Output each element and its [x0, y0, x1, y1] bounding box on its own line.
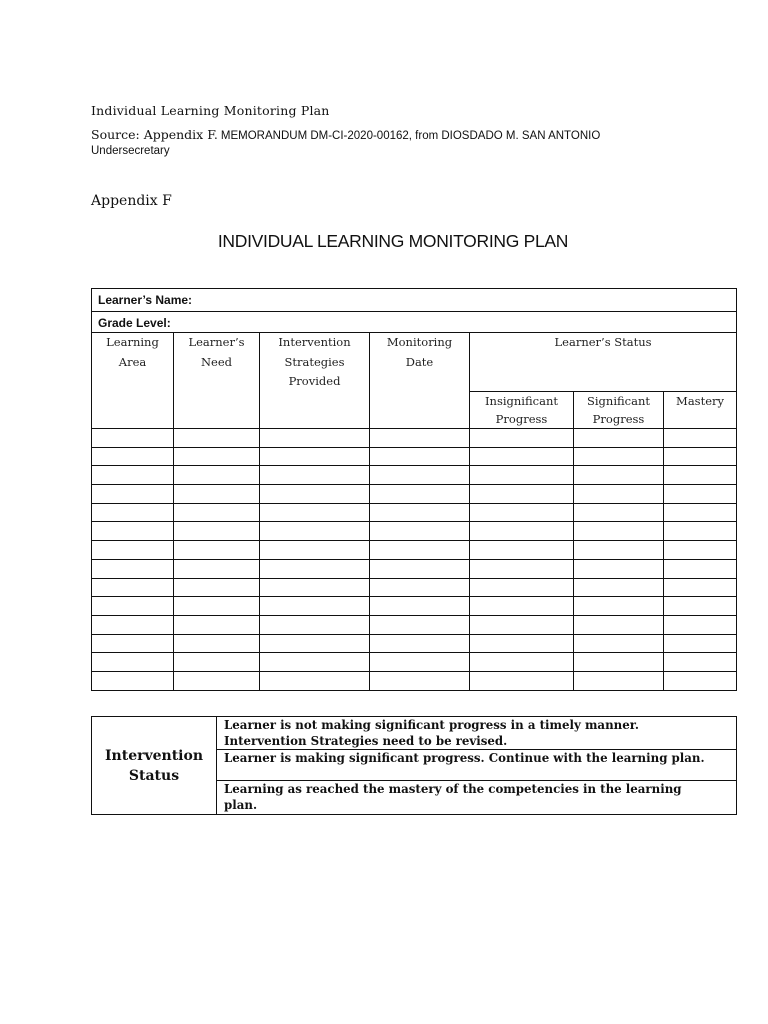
source-label: Source: Appendix F. — [91, 127, 218, 142]
table-cell[interactable] — [370, 503, 470, 522]
table-cell[interactable] — [92, 634, 174, 653]
table-cell[interactable] — [174, 597, 260, 616]
table-cell[interactable] — [174, 541, 260, 560]
table-cell[interactable] — [260, 597, 370, 616]
table-cell[interactable] — [470, 615, 574, 634]
table-cell[interactable] — [470, 653, 574, 672]
col-monitoring-l1: Monitoring — [386, 335, 453, 349]
table-cell[interactable] — [470, 578, 574, 597]
table-cell[interactable] — [370, 671, 470, 690]
table-cell[interactable] — [174, 578, 260, 597]
table-cell[interactable] — [470, 485, 574, 504]
document-title: Individual Learning Monitoring Plan — [91, 103, 330, 118]
table-cell[interactable] — [260, 447, 370, 466]
table-cell[interactable] — [470, 466, 574, 485]
table-cell[interactable] — [92, 503, 174, 522]
table-cell[interactable] — [574, 485, 664, 504]
table-cell[interactable] — [174, 671, 260, 690]
col-learning-area-l2: Area — [118, 354, 147, 369]
table-cell[interactable] — [92, 578, 174, 597]
col-learners-need — [174, 333, 260, 429]
table-cell[interactable] — [260, 671, 370, 690]
table-cell[interactable] — [174, 485, 260, 504]
col-intervention — [260, 333, 370, 429]
table-cell[interactable] — [92, 597, 174, 616]
table-cell[interactable] — [370, 522, 470, 541]
col-insignificant-l2: Progress — [495, 411, 548, 426]
table-cell[interactable] — [574, 429, 664, 448]
col-status-label: Learner’s Status — [554, 335, 652, 349]
table-cell[interactable] — [664, 634, 737, 653]
table-cell[interactable] — [574, 541, 664, 560]
table-cell[interactable] — [470, 429, 574, 448]
table-cell[interactable] — [92, 466, 174, 485]
status-item-3-l1: Learning as reached the mastery of the competencies in the learning — [224, 782, 682, 796]
table-cell[interactable] — [574, 653, 664, 672]
appendix-label: Appendix F — [91, 193, 172, 209]
table-cell[interactable] — [574, 559, 664, 578]
status-item-not-significant — [217, 717, 737, 750]
table-cell[interactable] — [174, 466, 260, 485]
col-monitoring-l2: Date — [405, 354, 434, 369]
table-cell[interactable] — [370, 429, 470, 448]
col-intervention-l3: Provided — [288, 374, 341, 388]
table-cell[interactable] — [92, 559, 174, 578]
table-cell[interactable] — [260, 466, 370, 485]
table-row — [92, 634, 737, 653]
table-row — [92, 541, 737, 560]
table-cell[interactable] — [92, 653, 174, 672]
table-cell[interactable] — [664, 597, 737, 616]
status-item-1-l1: Learner is not making significant progress in a timely manner. — [224, 718, 639, 732]
table-row — [92, 522, 737, 541]
table-row — [92, 503, 737, 522]
source-role: Undersecretary — [91, 145, 170, 157]
table-cell[interactable] — [664, 485, 737, 504]
status-item-2-l1: Learner is making significant progress. Continue with the learning plan. — [224, 751, 705, 765]
table-cell[interactable] — [574, 522, 664, 541]
table-cell[interactable] — [664, 541, 737, 560]
table-cell[interactable] — [574, 671, 664, 690]
table-cell[interactable] — [260, 615, 370, 634]
table-cell[interactable] — [470, 671, 574, 690]
status-item-significant — [217, 750, 737, 781]
col-mastery-label: Mastery — [676, 394, 725, 408]
col-learning-area-l1: Learning — [106, 335, 159, 349]
table-cell[interactable] — [92, 522, 174, 541]
status-item-mastery — [217, 781, 737, 815]
table-cell[interactable] — [174, 503, 260, 522]
table-cell[interactable] — [574, 503, 664, 522]
table-cell[interactable] — [664, 653, 737, 672]
table-cell[interactable] — [370, 615, 470, 634]
table-cell[interactable] — [260, 634, 370, 653]
table-cell[interactable] — [260, 578, 370, 597]
table-cell[interactable] — [174, 522, 260, 541]
table-cell[interactable] — [664, 559, 737, 578]
table-cell[interactable] — [470, 503, 574, 522]
table-row — [92, 429, 737, 448]
col-significant — [574, 392, 664, 429]
table-cell[interactable] — [370, 466, 470, 485]
intervention-status-table — [91, 716, 737, 815]
table-row — [92, 466, 737, 485]
table-cell[interactable] — [174, 447, 260, 466]
table-cell[interactable] — [370, 541, 470, 560]
table-cell[interactable] — [92, 671, 174, 690]
col-mastery — [664, 392, 737, 429]
table-cell[interactable] — [574, 466, 664, 485]
col-intervention-l2: Strategies — [284, 354, 345, 369]
table-cell[interactable] — [470, 522, 574, 541]
table-row — [92, 597, 737, 616]
monitoring-plan-table — [91, 288, 737, 691]
source-memo: MEMORANDUM DM-CI-2020-00162, from DIOSDADO M. SAN ANTONIO — [220, 130, 601, 142]
table-cell[interactable] — [370, 485, 470, 504]
intervention-label-l1: Intervention — [105, 747, 203, 764]
table-cell[interactable] — [574, 597, 664, 616]
table-row — [92, 559, 737, 578]
table-cell[interactable] — [260, 429, 370, 448]
status-item-1-l2: Intervention Strategies need to be revised. — [224, 734, 508, 748]
col-monitoring-date — [370, 333, 470, 429]
table-cell[interactable] — [370, 447, 470, 466]
table-cell[interactable] — [574, 578, 664, 597]
table-cell[interactable] — [370, 653, 470, 672]
col-significant-l1: Significant — [587, 394, 650, 408]
blank-rows — [92, 429, 737, 691]
table-cell[interactable] — [174, 653, 260, 672]
table-cell[interactable] — [370, 597, 470, 616]
col-significant-l2: Progress — [592, 411, 645, 426]
table-cell[interactable] — [664, 429, 737, 448]
table-cell[interactable] — [470, 634, 574, 653]
col-learners-status — [470, 333, 737, 392]
table-cell[interactable] — [574, 447, 664, 466]
table-row — [92, 653, 737, 672]
plan-title: INDIVIDUAL LEARNING MONITORING PLAN — [217, 231, 569, 251]
table-cell[interactable] — [92, 541, 174, 560]
table-cell[interactable] — [92, 429, 174, 448]
source-line — [91, 127, 600, 142]
col-learners-need-l2: Need — [200, 354, 233, 369]
grade-level-label: Grade Level: — [98, 316, 171, 330]
table-cell[interactable] — [92, 485, 174, 504]
table-cell[interactable] — [260, 541, 370, 560]
col-intervention-l1: Intervention — [278, 335, 351, 349]
learner-name-label: Learner’s Name: — [98, 293, 193, 307]
table-cell[interactable] — [664, 503, 737, 522]
col-insignificant — [470, 392, 574, 429]
intervention-status-label — [92, 717, 217, 815]
table-cell[interactable] — [664, 671, 737, 690]
table-row — [92, 578, 737, 597]
table-cell[interactable] — [174, 559, 260, 578]
table-cell[interactable] — [174, 615, 260, 634]
table-cell[interactable] — [470, 541, 574, 560]
table-row — [92, 671, 737, 690]
table-cell[interactable] — [574, 634, 664, 653]
table-cell[interactable] — [664, 447, 737, 466]
table-cell[interactable] — [174, 634, 260, 653]
table-cell[interactable] — [92, 615, 174, 634]
table-cell[interactable] — [470, 447, 574, 466]
table-cell[interactable] — [260, 559, 370, 578]
table-cell[interactable] — [664, 466, 737, 485]
table-row — [92, 485, 737, 504]
table-row — [92, 615, 737, 634]
table-cell[interactable] — [664, 578, 737, 597]
table-cell[interactable] — [370, 578, 470, 597]
table-row — [92, 447, 737, 466]
col-learning-area — [92, 333, 174, 429]
table-cell[interactable] — [664, 522, 737, 541]
table-cell[interactable] — [664, 615, 737, 634]
table-cell[interactable] — [370, 559, 470, 578]
table-cell[interactable] — [470, 559, 574, 578]
intervention-label-l2: Status — [128, 767, 180, 784]
table-cell[interactable] — [174, 429, 260, 448]
table-cell[interactable] — [260, 503, 370, 522]
learner-name-field[interactable] — [92, 289, 737, 312]
col-learners-need-l1: Learner’s — [188, 335, 245, 349]
table-cell[interactable] — [260, 653, 370, 672]
grade-level-field[interactable] — [92, 312, 737, 333]
table-cell[interactable] — [470, 597, 574, 616]
table-cell[interactable] — [92, 447, 174, 466]
table-cell[interactable] — [370, 634, 470, 653]
table-cell[interactable] — [260, 485, 370, 504]
table-cell[interactable] — [574, 615, 664, 634]
status-item-3-l2: plan. — [224, 798, 258, 812]
col-insignificant-l1: Insignificant — [485, 394, 558, 408]
table-cell[interactable] — [260, 522, 370, 541]
